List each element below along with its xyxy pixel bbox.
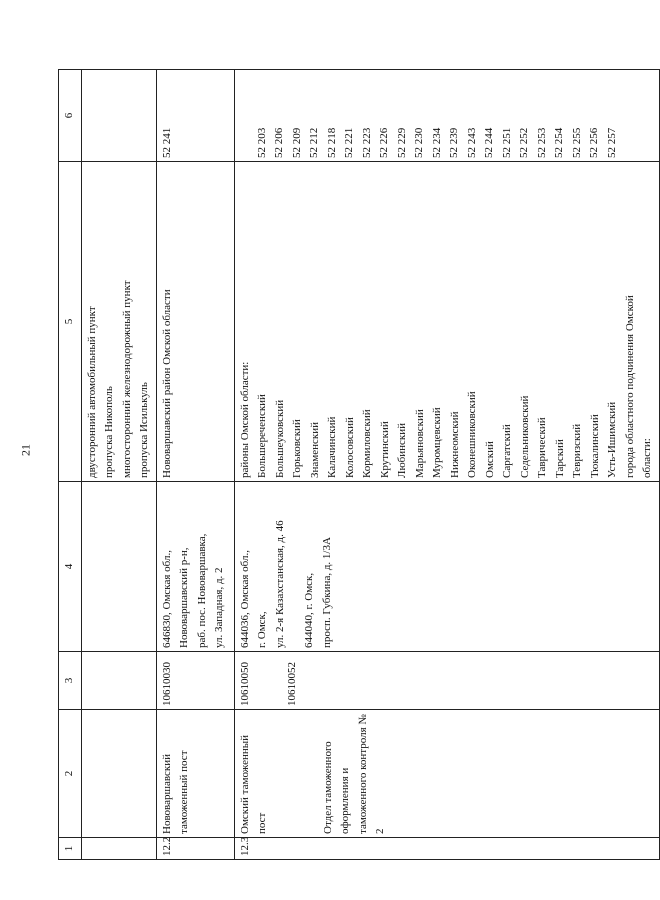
post-name-department: Отдел таможенного оформления и таможенного контроля № 2 (321, 714, 386, 834)
header-cell-2: 2 (59, 710, 82, 838)
post-name-main: Омский таможенный пост (238, 734, 268, 834)
list-item: пропуска Исилькуль (138, 382, 150, 478)
list-item: Любинский (396, 422, 408, 478)
cell (81, 70, 156, 162)
list-item: многосторонний железнодорожный пункт (120, 280, 133, 478)
address-line: ул. 2-я Казахстанская, д. 46 (273, 520, 286, 648)
code-item: 52 253 (535, 127, 548, 158)
code-item: 52 244 (483, 127, 495, 158)
list-item: Большеуковский (273, 399, 286, 478)
okato-codes (234, 70, 659, 162)
code-item: 52 256 (588, 127, 600, 158)
code-item: 52 206 (273, 127, 285, 158)
rotated-table-container (58, 70, 653, 860)
code-item: 52 218 (325, 127, 338, 158)
list-item: Крутинский (378, 421, 391, 478)
cell (81, 652, 156, 710)
page-number: 21 (18, 444, 33, 456)
list-item: Седельниковский (518, 395, 531, 478)
header-cell-6: 6 (59, 70, 82, 162)
region-list (234, 162, 659, 482)
address-line: г. Омск, (256, 611, 268, 648)
address-line: 644036, Омская обл., (238, 550, 251, 648)
post-name: Нововаршавский таможенный пост (156, 710, 234, 838)
address-line: просп. Губкина, д. 1/3А (320, 537, 333, 648)
list-item: Калачинский (326, 416, 338, 478)
list-item: Кормиловский (361, 409, 373, 478)
code-item: 52 234 (430, 127, 443, 158)
code-item: 52 254 (553, 127, 565, 158)
list-item: Нововаршавский район Омской области (160, 289, 173, 478)
list-item: Колосовский (343, 417, 356, 478)
code-item: 52 226 (378, 127, 390, 158)
cell (81, 482, 156, 652)
list-item: Омский (483, 441, 496, 478)
address-line: 646830, Омская обл., (160, 550, 173, 648)
list-item: Тарский (553, 439, 566, 478)
code-item: 52 221 (343, 127, 355, 158)
header-cell-1: 1 (59, 838, 82, 860)
list-item: Знаменский (308, 421, 321, 478)
code-item: 52 230 (413, 127, 425, 158)
post-code (234, 652, 659, 710)
code-item: 52 251 (500, 127, 513, 158)
cell (81, 838, 156, 860)
customs-table (58, 69, 660, 860)
code-item: 52 229 (395, 127, 408, 158)
cell (81, 710, 156, 838)
header-cell-5: 5 (59, 162, 82, 482)
code-item: 52 239 (448, 127, 460, 158)
post-address (156, 482, 234, 652)
list-item: области: (641, 438, 653, 478)
table-row (234, 70, 659, 860)
region-list (156, 162, 234, 482)
table-row (156, 70, 234, 860)
address-line: 644040, г. Омск, (303, 572, 315, 648)
address-line: Нововаршавский р-н, (178, 547, 190, 648)
list-item: Горьковский (291, 419, 303, 478)
list-item: Муромцевский (431, 407, 443, 478)
list-item: Марьяновский (413, 409, 426, 478)
row-number: 12.2 (156, 838, 234, 860)
code-item: 52 241 (160, 127, 173, 158)
code-item: 52 252 (518, 127, 530, 158)
cell-region-list (81, 162, 156, 482)
list-item: Таврический (536, 417, 548, 478)
list-item: Тюкалинский (588, 414, 601, 478)
code-item: 52 243 (465, 127, 478, 158)
code-item: 52 223 (360, 127, 373, 158)
row-number: 12.3 (234, 838, 659, 860)
code-item: 52 212 (308, 127, 320, 158)
list-item: двусторонний автомобильный пункт (85, 306, 98, 478)
list-item: города областного подчинения Омской (623, 295, 636, 478)
header-row (59, 70, 82, 860)
post-name (234, 710, 659, 838)
header-cell-4: 4 (59, 482, 82, 652)
list-item: районы Омской области: (238, 361, 251, 478)
code-item: 52 255 (570, 127, 583, 158)
list-item: Нижнеомский (448, 411, 461, 478)
post-code: 10610030 (156, 652, 234, 710)
code-item: 52 209 (290, 127, 303, 158)
table-row (81, 70, 156, 860)
post-address (234, 482, 659, 652)
post-code-department: 10610052 (286, 662, 298, 706)
address-line: раб. пос. Нововаршавка, (195, 533, 208, 648)
list-item: Саргатский (501, 424, 513, 478)
list-item: Оконешниковский (466, 391, 478, 478)
list-item: Усть-Ишимский (606, 401, 618, 478)
list-item: пропуска Никополь (103, 386, 115, 478)
header-cell-3: 3 (59, 652, 82, 710)
address-line: ул. Западная, д. 2 (213, 567, 225, 648)
post-code-main: 10610050 (238, 662, 251, 706)
list-item: Тевризский (571, 423, 583, 478)
okato-codes (156, 70, 234, 162)
code-item: 52 203 (255, 127, 268, 158)
list-item: Большереченский (256, 394, 268, 478)
code-item: 52 257 (605, 127, 618, 158)
